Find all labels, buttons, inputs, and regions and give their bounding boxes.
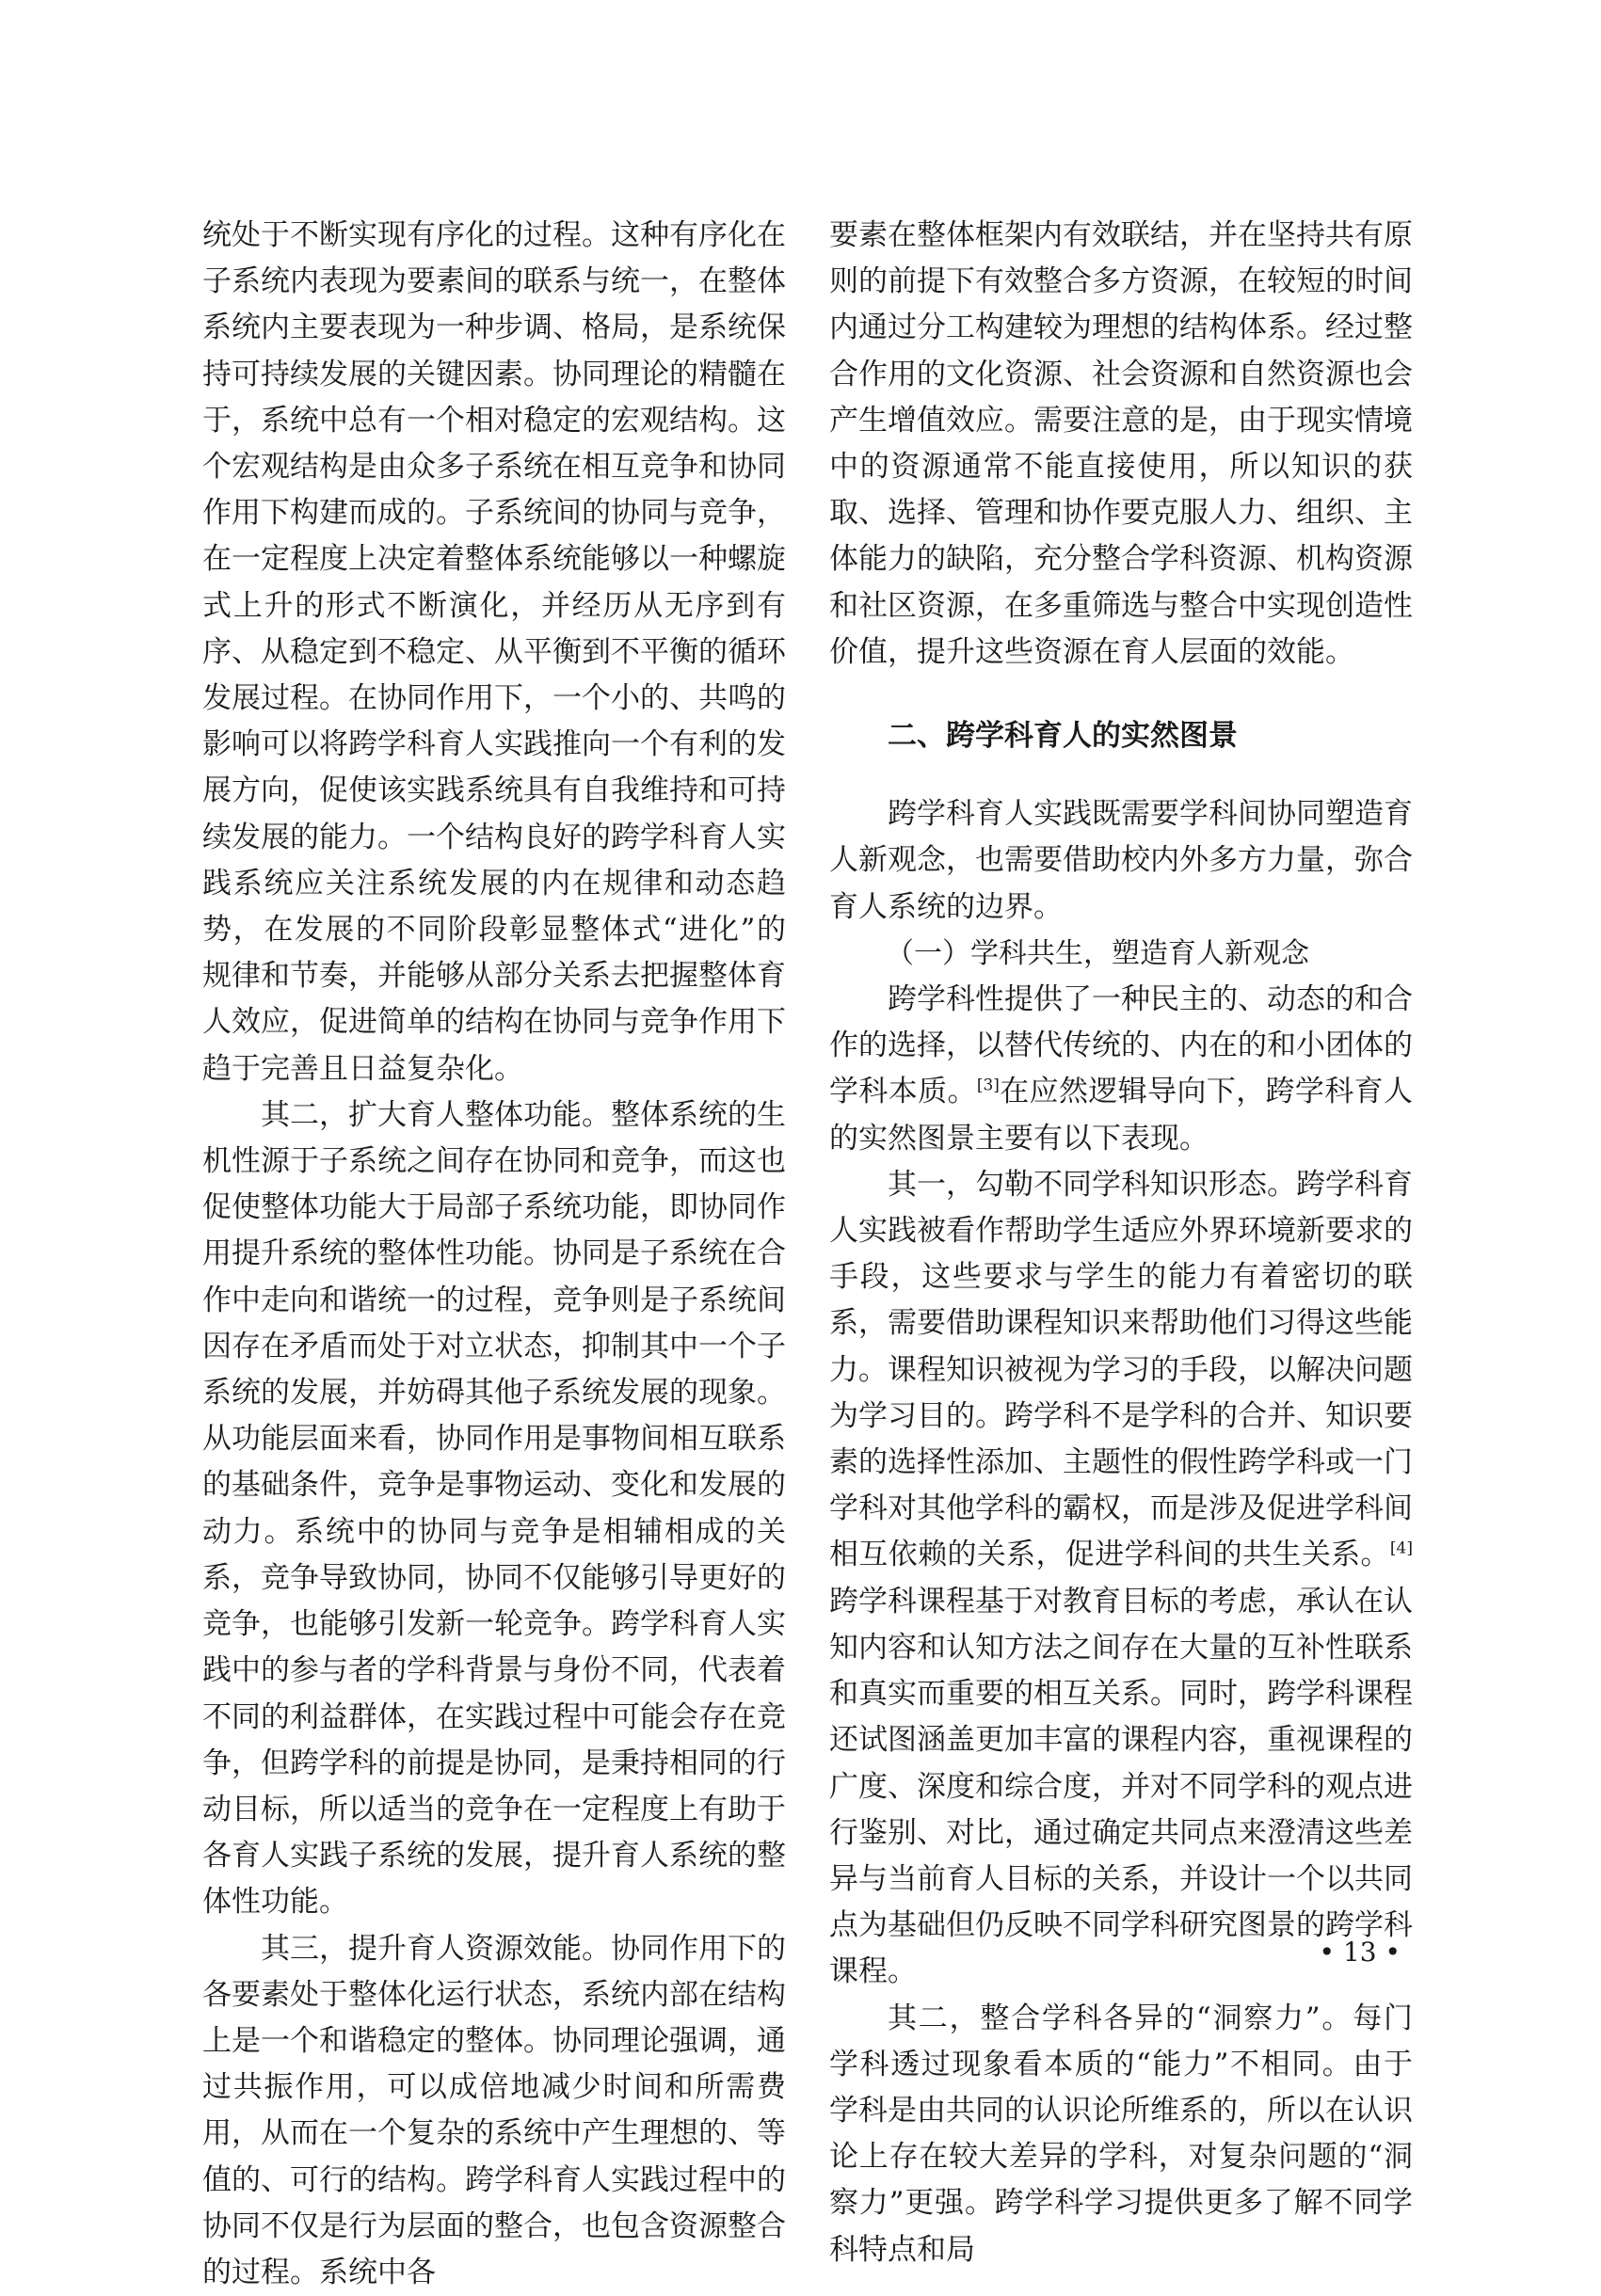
body-paragraph: 统处于不断实现有序化的过程。这种有序化在子系统内表现为要素间的联系与统一，在整体系统内主要表现为一种步调、格局，是系统保持可持续发展的关键因素。协同理论的精髓在于，系统中总有一个相对稳定的宏观结构。这个宏观结构是由众多子系统在相互竞争和协同作用下构建而成的。子系统间的协同与竞争，在一定程度上决定着整体系统能够以一种螺旋式上升的形式不断演化，并经历从无序到有序、从稳定到不稳定、从平衡到不平衡的循环发展过程。在协同作用下，一个小的、共鸣的影响可以将跨学科育人实践推向一个有利的发展方向，促使该实践系统具有自我维持和可持续发展的能力。一个结构良好的跨学科育人实践系统应关注系统发展的内在规律和动态趋势，在发展的不同阶段彰显整体式“进化”的规律和节奏，并能够从部分关系去把握整体育人效应，促进简单的结构在协同与竞争作用下趋于完善且日益复杂化。 <box>202 218 786 1086</box>
paragraph-text: 跨学科性提供了一种民主的、动态的和合作的选择，以替代传统的、内在的和小团体的学科本质。 <box>829 982 1413 1109</box>
body-paragraph <box>829 977 1413 1162</box>
body-paragraph: 跨学科育人实践既需要学科间协同塑造育人新观念，也需要借助校内外多方力量，弥合育人系统的边界。 <box>829 797 1413 924</box>
paragraph-text: 跨学科课程基于对教育目标的考虑，承认在认知内容和认知方法之间存在大量的互补性联系和真实而重要的相互关系。同时，跨学科课程还试图涵盖更加丰富的课程内容，重视课程的广度、深度和综合度，并对不同学科的观点进行鉴别、对比，通过确定共同点来澄清这些差异与当前育人目标的关系，并设计一个以共同点为基础但仍反映不同学科研究图景的跨学科课程。 <box>829 1584 1413 1989</box>
body-paragraph: 其二，整合学科各异的“洞察力”。每门学科透过现象看本质的“能力”不相同。由于学科是由共同的认识论所维系的，所以在认识论上存在较大差异的学科，对复杂问题的“洞察力”更强。跨学科学习提供更多了解不同学科特点和局 <box>829 2001 1413 2267</box>
paragraph-text: 其一，勾勒不同学科知识形态。跨学科育人实践被看作帮助学生适应外界环境新要求的手段，这些要求与学生的能力有着密切的联系，需要借助课程知识来帮助他们习得这些能力。课程知识被视为学习的手段，以解决问题为学习目的。跨学科不是学科的合并、知识要素的选择性添加、主题性的假性跨学科或一门学科对其他学科的霸权，而是涉及促进学科间相互依赖的关系，促进学科间的共生关系。 <box>829 1167 1413 1572</box>
body-paragraph: 其三，提升育人资源效能。协同作用下的各要素处于整体化运行状态，系统内部在结构上是一个和谐稳定的整体。协同理论强调，通过共振作用，可以成倍地减少时间和所需费用，从而在一个复杂的系统中产生理想的、等值的、可行的结构。跨学科育人实践过程中的协同不仅是行为层面的整合，也包含资源整合的过程。系统中各 <box>202 1931 786 2289</box>
page-number: • 13 • <box>1319 1937 1401 1968</box>
body-paragraph <box>829 1162 1413 1996</box>
citation-ref: [4] <box>1389 1539 1413 1559</box>
body-paragraph: 其二，扩大育人整体功能。整体系统的生机性源于子系统之间存在协同和竞争，而这也促使整体功能大于局部子系统功能，即协同作用提升系统的整体性功能。协同是子系统在合作中走向和谐统一的过程，竞争则是子系统间因存在矛盾而处于对立状态，抑制其中一个子系统的发展，并妨碍其他子系统发展的现象。从功能层面来看，协同作用是事物间相互联系的基础条件，竞争是事物运动、变化和发展的动力。系统中的协同与竞争是相辅相成的关系，竞争导致协同，协同不仅能够引导更好的竞争，也能够引发新一轮竞争。跨学科育人实践中的参与者的学科背景与身份不同，代表着不同的利益群体，在实践过程中可能会存在竞争，但跨学科的前提是协同，是秉持相同的行动目标，所以适当的竞争在一定程度上有助于各育人实践子系统的发展，提升育人系统的整体性功能。 <box>202 1097 786 1920</box>
section-heading: 二、跨学科育人的实然图景 <box>888 719 1238 754</box>
citation-ref: [3] <box>976 1076 1000 1096</box>
body-paragraph: 要素在整体框架内有效联结，并在坚持共有原则的前提下有效整合多方资源，在较短的时间内通过分工构建较为理想的结构体系。经过整合作用的文化资源、社会资源和自然资源也会产生增值效应。需要注意的是，由于现实情境中的资源通常不能直接使用，所以知识的获取、选择、管理和协作要克服人力、组织、主体能力的缺陷，充分整合学科资源、机构资源和社区资源，在多重筛选与整合中实现创造性价值，提升这些资源在育人层面的效能。 <box>829 218 1413 669</box>
subsection-heading: （一）学科共生，塑造育人新观念 <box>886 936 1309 970</box>
paragraph-text: 在应然逻辑导向下，跨学科育人的实然图景主要有以下表现。 <box>829 1075 1414 1156</box>
left-column <box>202 213 786 2296</box>
